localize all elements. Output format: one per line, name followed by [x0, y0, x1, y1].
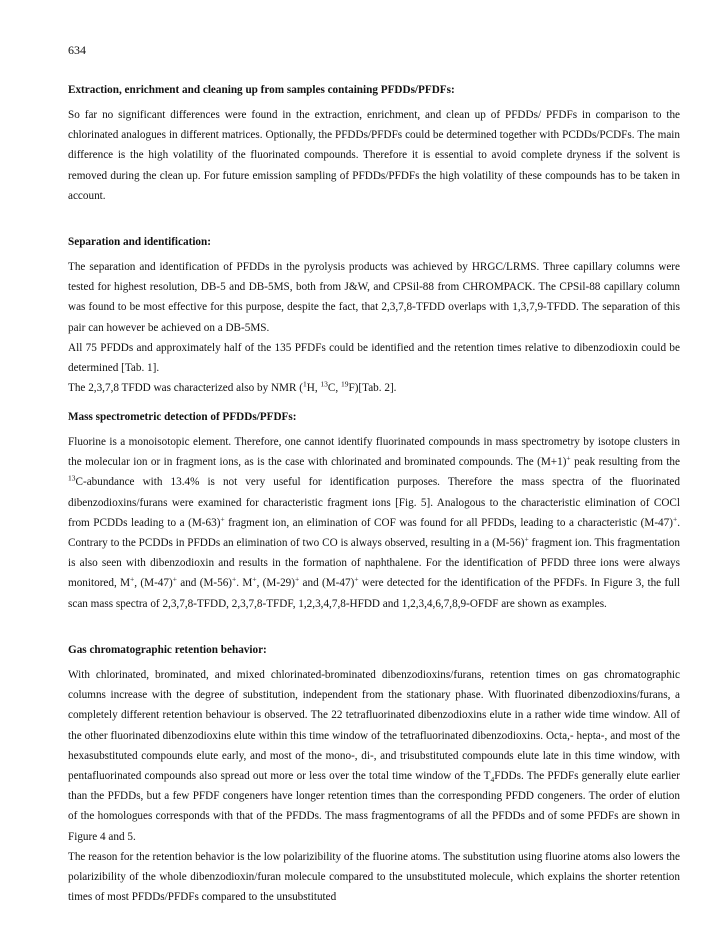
paragraph: The 2,3,7,8 TFDD was characterized also by NMR ($^1$H, $^{13}$C, $^{19}$F)[Tab. 2].	[68, 379, 397, 395]
paragraph: Fluorine is a monoisotopic element. Therefore, one cannot identify fluorinated compounds in mass spectrometry by isotope clusters in the molecular ion or in fragment ions, as is the case with chlorinated and brominated compounds. The (M+1)+ peak resulting from the $^{13}$C-abundance with 13.4% is not very useful for identification purposes. Therefore the mass spectra of the fluorinated dibenzodioxins/furans were examined for characteristic fragment ions [Fig. 5]. Analogous to the characteristic elimination of COCl from PCDDs leading to a (M-63)+ fragment ion, an elimination of COF was found for all PFDDs, leading to a characteristic (M-47)+. Contrary to the PCDDs in PFDDs an elimination of two CO is always observed, resulting in a (M-56)+ fragment ion. This fragmentation is also seen with dibenzodioxin and results in the formation of naphthalene. For the identification of PFDD three ions were always monitored, M+, (M-47)+ and (M-56)+. M+, (M-29)+ and (M-47)+ were detected for the identification of the PFDFs. In Figure 3, the full scan mass spectra of 2,3,7,8-TFDD, 2,3,7,8-TFDF, 1,2,3,4,7,8-HFDD and 1,2,3,4,6,7,8,9-OFDF are shown as examples.	[68, 436, 680, 610]
page-number: 634	[68, 43, 86, 57]
section-extraction	[68, 82, 680, 206]
paragraph: All 75 PFDDs and approximately half of the 135 PFDFs could be identified and the retention times relative to dibenzodioxin could be determined [Tab. 1].	[68, 341, 680, 375]
section-separation	[68, 234, 680, 398]
section-heading: Extraction, enrichment and cleaning up from samples containing PFDDs/PFDFs:	[68, 84, 455, 96]
paragraph: The separation and identification of PFDDs in the pyrolysis products was achieved by HRGC/LRMS. Three capillary columns were tested for highest resolution, DB-5 and DB-5MS, both from J&W, and CPSil-88 from CHROMPACK. The CPSil-88 capillary column was found to be most effective for this purpose, despite the fact, that 2,3,7,8-TFDD overlaps with 1,3,7,9-TFDD. The separation of this pair can however be achieved on a DB-5MS.	[68, 261, 680, 334]
section-gc-retention	[68, 642, 680, 907]
section-mass-spectrometry	[68, 409, 680, 614]
paragraph: With chlorinated, brominated, and mixed chlorinated-brominated dibenzodioxins/furans, retention times on gas chromatographic columns increase with the degree of substitution, independent from the stationary phase. With fluorinated dibenzodioxins/furans, a completely different retention behaviour is observed. The 22 tetrafluorinated dibenzodioxins elute in a rather wide time window. All of the other fluorinated dibenzodioxins elute within this time window of the tetrafluorinated dibenzodioxins. Octa,- hepta-, and most of the hexasubstituted compounds elute early, and most of the mono-, di-, and trisubstituted compounds elute late in this time window, with pentafluorinated compounds also spread out more or less over the total time window of the $T_4FDDs$. The PFDFs generally elute earlier than the PFDDs, but a few PFDF congeners have longer retention times than the corresponding PFDD congeners. The order of elution of the homologues corresponds with that of the PFDDs. The mass fragmentograms of all the PFDDs and of some PFDFs are shown in Figure 4 and 5.	[68, 669, 681, 843]
section-heading: Mass spectrometric detection of PFDDs/PFDFs:	[68, 411, 297, 423]
section-heading: Separation and identification:	[68, 236, 211, 248]
paragraph: The reason for the retention behavior is the low polarizibility of the fluorine atoms. The substitution using fluorine atoms also lowers the polarizibility of the whole dibenzodioxin/furan molecule compared to the unsubstituted molecule, which explains the shorter retention times of most PFDDs/PFDFs compared to the unsubstituted	[68, 850, 680, 904]
paragraph: So far no significant differences were found in the extraction, enrichment, and clean up of PFDDs/ PFDFs in comparison to the chlorinated analogues in different matrices. Optionally, the PFDDs/PFDFs could be determined together with PCDDs/PCDFs. The main difference is the high volatility of the fluorinated compounds. Therefore it is essential to avoid complete dryness if the solvent is removed during the clean up. For future emission sampling of PFDDs/PFDFs the high volatility of these compounds has to be taken in account.	[68, 109, 680, 202]
section-heading: Gas chromatographic retention behavior:	[68, 644, 267, 656]
